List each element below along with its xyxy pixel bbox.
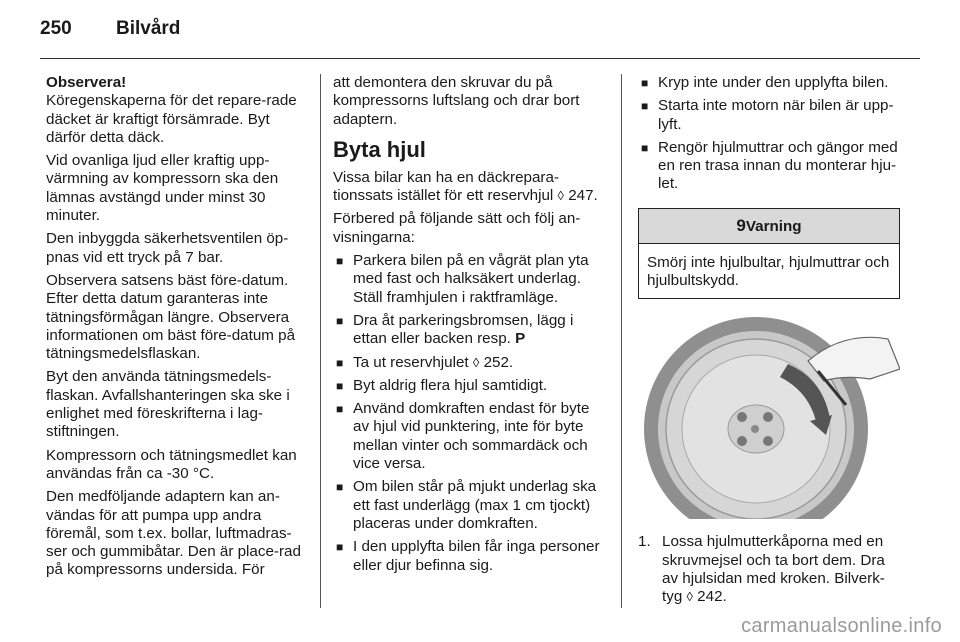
list-item: [333, 312, 607, 349]
instruction-list: [333, 252, 607, 575]
list-item: [333, 538, 607, 575]
reference-arrow-icon: ◊: [557, 188, 564, 204]
paragraph: Byt den använda tätningsmedels-flaskan. Avfallshanteringen ska ske i enlighet med föreskrifterna i lag-stiftningen.: [46, 368, 290, 441]
page-reference-link[interactable]: 252.: [483, 353, 514, 371]
bullet-icon: ■: [336, 378, 344, 393]
paragraph: Den inbyggda säkerhetsventilen öp-pnas vid ett tryck på 7 bar.: [46, 230, 289, 266]
warning-header: [639, 209, 899, 244]
warning-icon: 9: [736, 215, 746, 235]
section-heading: Byta hjul: [333, 136, 426, 162]
watermark: carmanualsonline.info: [741, 615, 942, 637]
list-item-text: Ta ut reservhjulet: [353, 353, 469, 371]
list-item: [638, 97, 900, 134]
warning-body: Smörj inte hjulbultar, hjulmuttrar och hjulbultskydd.: [647, 253, 890, 290]
list-item: [638, 139, 900, 194]
continued-text: att demontera den skruvar du på kompressorns luftslang och drar bort adaptern.: [333, 74, 580, 128]
bullet-icon: ■: [336, 313, 344, 328]
note-block: [46, 74, 308, 147]
paragraph: Observera satsens bäst före-datum. Efter detta datum garanteras inte tätningsförmågan längre. Observera informationen om bäst före-datum på tätningsmedelsflaskan.: [46, 271, 296, 363]
paragraph: Vid ovanliga ljud eller kraftig upp-värmning av kompressorn ska den lämnas avstängd under minst 30 minuter.: [46, 152, 279, 225]
bullet-icon: ■: [336, 402, 344, 417]
list-item: [333, 478, 607, 533]
page-reference-link[interactable]: 247.: [568, 187, 598, 205]
bullet-icon: ■: [641, 140, 649, 155]
warning-box: [638, 208, 900, 300]
column-right: [638, 74, 900, 612]
intro-text: [333, 169, 607, 206]
list-item: [333, 252, 607, 307]
list-item-text: Starta inte motorn när bilen är upp-lyft.: [658, 97, 894, 133]
wheel-cover-illustration: [638, 309, 900, 519]
step-item: [638, 533, 900, 606]
list-item: [333, 354, 607, 372]
bullet-icon: ■: [641, 76, 649, 90]
paragraph: Kompressorn och tätningsmedlet kan användas från ca -30 °C.: [46, 446, 297, 482]
page-title: Bilvård: [116, 18, 181, 39]
reference-arrow-icon: ◊: [472, 354, 480, 370]
bullet-icon: ■: [336, 480, 344, 495]
column-divider-1: [320, 74, 321, 608]
column-left: [46, 74, 308, 585]
list-item: [333, 377, 607, 395]
intro-body: Vissa bilar kan ha en däckrepara-tionssats istället för ett reservhjul: [333, 168, 559, 205]
list-item-text: Rengör hjulmuttrar och gängor med en ren trasa innan du monterar hju-let.: [658, 138, 898, 193]
bullet-icon: ■: [336, 540, 344, 555]
bullet-icon: ■: [336, 355, 344, 370]
list-item-text: Byt aldrig flera hjul samtidigt.: [353, 376, 548, 394]
list-item: [638, 74, 900, 92]
list-item-text: Parkera bilen på en vågrät plan yta med fast och halksäkert underlag. Ställ framhjulen i raktframläge.: [353, 252, 589, 306]
column-middle: [333, 74, 607, 580]
note-heading: Observera!: [46, 74, 127, 91]
bullet-icon: ■: [336, 254, 344, 269]
list-item-text: Kryp inte under den upplyfta bilen.: [658, 74, 889, 91]
page-number: 250: [40, 18, 72, 39]
step-text: Lossa hjulmutterkåporna med en skruvmejsel och ta bort dem. Dra av hjulsidan med kroken. Bilverk-tyg: [662, 533, 885, 606]
prep-text: Förbered på följande sätt och följ an-visningarna:: [333, 210, 581, 246]
list-item-text: Dra åt parkeringsbromsen, lägg i ettan eller backen resp.: [353, 311, 574, 348]
safety-list: [638, 74, 900, 194]
note-text: Köregenskaperna för det repare-rade däcket är kraftigt försämrade. Byt därför detta däck.: [46, 92, 297, 146]
column-divider-2: [621, 74, 622, 608]
step-number: 1.: [638, 533, 651, 551]
list-item-text: I den upplyfta bilen får inga personer eller djur befinna sig.: [353, 538, 600, 574]
reference-arrow-icon: ◊: [686, 589, 693, 605]
gear-position-label: P: [515, 330, 526, 348]
warning-title: Varning: [745, 217, 802, 235]
list-item: [333, 400, 607, 473]
bullet-icon: ■: [641, 99, 649, 114]
page-reference-link[interactable]: 242.: [697, 588, 727, 606]
paragraph: Den medföljande adaptern kan an-vändas för att pumpa upp andra föremål, som t.ex. bollar, luftmadras-ser och gummibåtar. Den är place-rad på kompressorns undersida. För: [46, 488, 301, 579]
list-item-text: Om bilen står på mjukt underlag ska ett fast underlägg (max 1 cm tjockt) placeras under domkraften.: [353, 478, 597, 532]
header-rule: [40, 58, 920, 59]
list-item-text: Använd domkraften endast för byte av hjul vid punktering, inte för byte mellan vinter och sommardäck och vice versa.: [353, 400, 590, 473]
step-list: [638, 533, 900, 606]
